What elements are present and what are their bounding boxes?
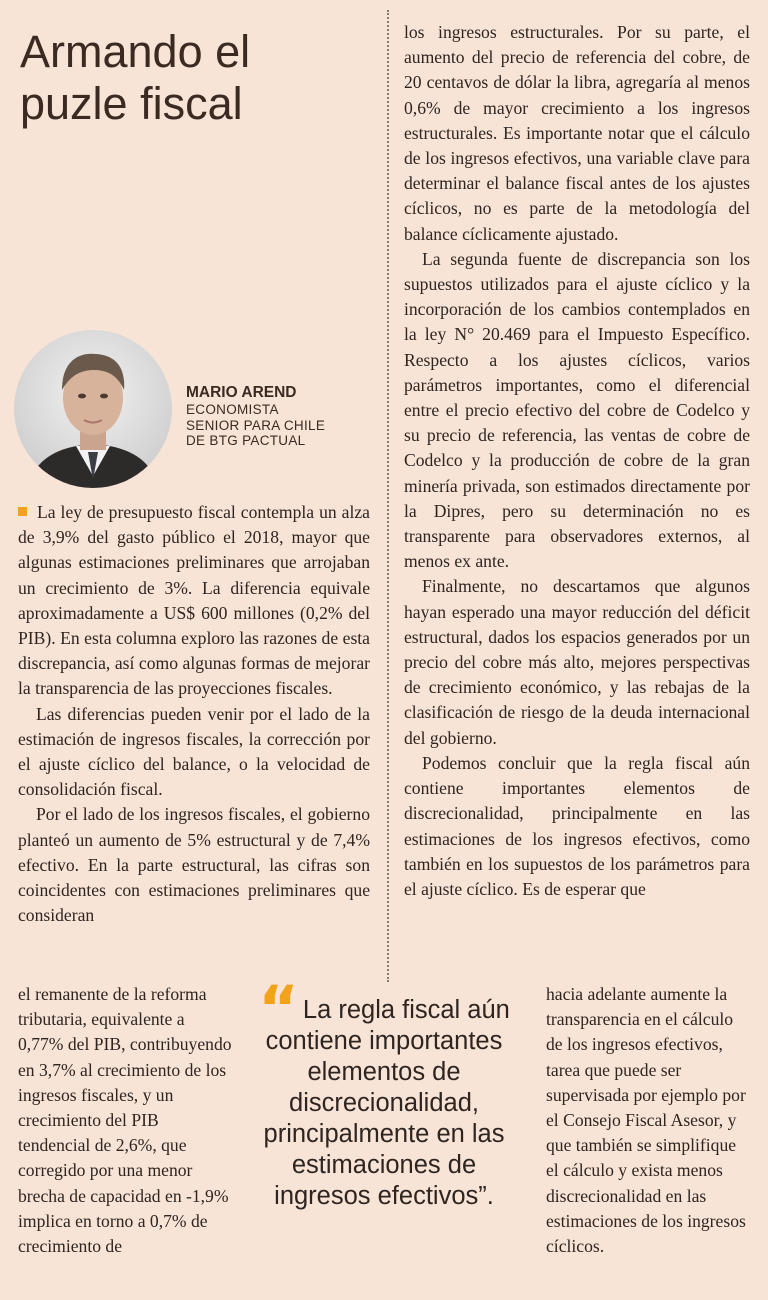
square-bullet-icon <box>18 507 27 516</box>
pull-quote <box>258 972 510 1212</box>
author-name: MARIO AREND <box>186 384 297 401</box>
left-column <box>18 500 370 928</box>
paragraph: Por el lado de los ingresos fiscales, el gobierno planteó un aumento de 5% estructural y de 7,4% efectivo. En la parte estructural, las cifras son coincidentes con estimaciones preliminares que consideran <box>18 804 370 926</box>
paragraph-text: La ley de presupuesto fiscal contempla un alza de 3,9% del gasto público el 2018, mayor que algunas estimaciones preliminares que arrojaban un crecimiento de 3%. La diferencia equivale aproximadamente a US$ 600 millones (0,2% del PIB). En esta columna exploro las razones de esta discrepancia, así como algunas formas de mejorar la transparencia de las proyecciones fiscales. <box>18 502 370 699</box>
author-photo <box>14 330 172 488</box>
paragraph <box>18 500 370 702</box>
author-role-line-2: SENIOR PARA CHILE <box>186 417 326 433</box>
paragraph: Las diferencias pueden venir por el lado de la estimación de ingresos fiscales, la corrección por el ajuste cíclico del balance, o la velocidad de consolidación fiscal. <box>18 703 370 800</box>
paragraph: hacia adelante aumente la transparencia en el cálculo de los ingresos efectivos, tarea que puede ser supervisada por ejemplo por el Consejo Fiscal Asesor, y que también se simplifique el cálculo y exista menos discrecionalidad en las estimaciones de los ingresos cíclicos. <box>546 984 746 1257</box>
quote-mark-icon: “ <box>258 972 299 1045</box>
paragraph: Podemos concluir que la regla fiscal aún contiene importantes elementos de discrecionalidad, principalmente en las estimaciones de los ingresos efectivos, como también en los supuestos de los parámetros para el ajuste cíclico. Es de esperar que <box>404 752 750 899</box>
paragraph: La segunda fuente de discrepancia son los supuestos utilizados para el ajuste cíclico y la incorporación de los cambios contemplados en la ley N° 20.469 para el Impuesto Específico. Respecto a los ajustes cíclicos, varios parámetros importantes, como el diferencial entre el precio efectivo del cobre de Codelco y su precio de referencia, las ventas de cobre de Codelco y la producción de cobre de la gran minería privada, son estimados directamente por la Dipres, pero su determinación no es transparente para observadores externos, al menos ex ante. <box>404 248 750 572</box>
author-byline <box>186 384 376 449</box>
author-role-line-1: ECONOMISTA <box>186 402 279 417</box>
author-portrait-icon <box>14 330 172 488</box>
left-narrow-column <box>18 982 234 1259</box>
headline: Armando el puzle fiscal <box>20 26 251 129</box>
pull-quote-text: La regla fiscal aún contiene importantes elementos de discrecionalidad, principalmente en las estimaciones de ingresos efectivos”. <box>263 996 510 1210</box>
paragraph: Finalmente, no descartamos que algunos hayan esperado una mayor reducción del déficit estructural, dados los espacios generados por un precio del cobre más alto, mejores perspectivas de crecimiento económico, y las rebajas de la clasificación de riesgo de la deuda internacional del gobierno. <box>404 576 750 748</box>
paragraph: los ingresos estructurales. Por su parte, el aumento del precio de referencia del cobre, de 20 centavos de dólar la libra, agregaría al menos 0,6% de mayor crecimiento a los ingresos estructurales. Es importante notar que el cálculo de los ingresos efectivos, una variable clave para determinar el balance fiscal antes de los ajustes cíclicos, no es parte de la metodología del balance cíclicamente ajustado. <box>404 22 750 244</box>
right-narrow-column <box>546 982 752 1259</box>
author-role-line-3: DE BTG PACTUAL <box>186 433 306 448</box>
column-divider <box>387 10 389 982</box>
paragraph: el remanente de la reforma tributaria, equivalente a 0,77% del PIB, contribuyendo en 3,7% al crecimiento de los ingresos fiscales, y un crecimiento del PIB tendencial de 2,6%, que corregido por una menor brecha de capacidad en -1,9% implica en torno a 0,7% de crecimiento de <box>18 984 232 1257</box>
right-column <box>404 20 750 902</box>
